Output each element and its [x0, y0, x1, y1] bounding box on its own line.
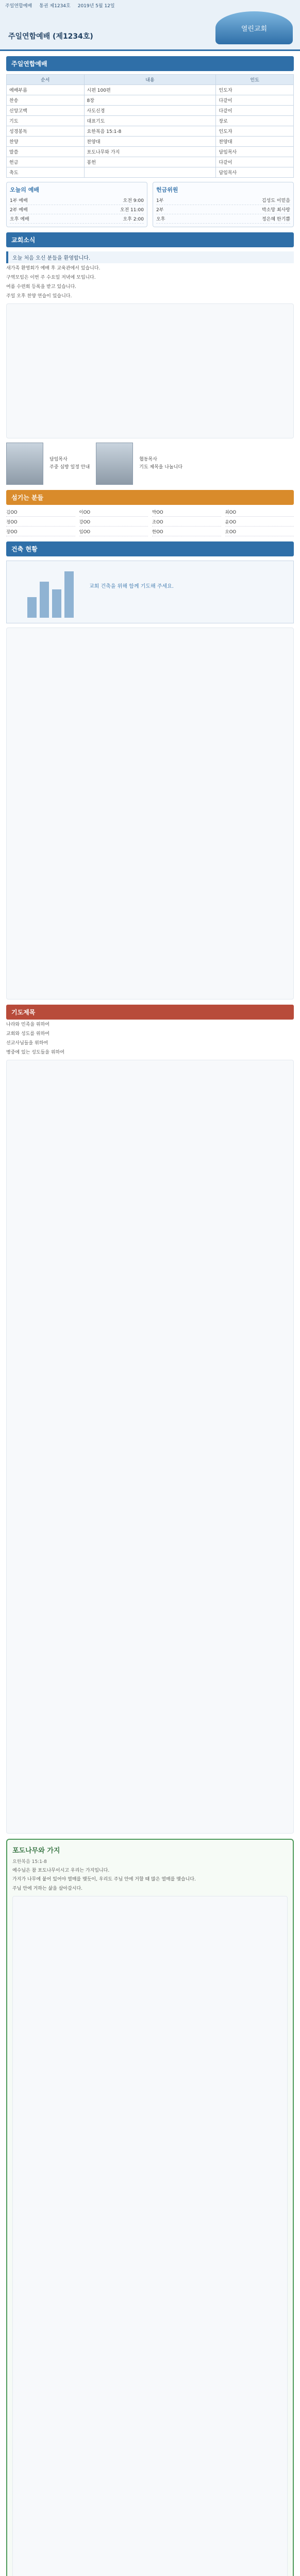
- header-item: 통권 제1234호: [39, 3, 71, 9]
- table-cell: 기도: [7, 116, 85, 126]
- table-cell: 봉헌: [84, 157, 216, 167]
- table-cell: 말씀: [7, 147, 85, 157]
- associate-pastor-label: [139, 456, 182, 471]
- table-cell: 성경봉독: [7, 126, 85, 137]
- table-row: [7, 157, 294, 167]
- list-item: [156, 214, 290, 224]
- header-item: 주일연합예배: [5, 3, 32, 9]
- table-cell: 요한복음 15:1-8: [84, 126, 216, 137]
- table-row: [7, 137, 294, 147]
- schedule-boxes: [6, 182, 294, 227]
- staff-name: 최OO: [225, 508, 294, 517]
- staff-name: 장OO: [6, 528, 75, 536]
- table-cell: [84, 167, 216, 178]
- list-item: [10, 205, 144, 214]
- photo-caption: 협동목사: [139, 457, 157, 463]
- list-item: 구역모임은 이번 주 수요일 저녁에 모입니다.: [6, 275, 96, 280]
- news-intro: 오늘 처음 오신 분들을 환영합니다.: [6, 251, 294, 263]
- item-value: 김성도 이믿음: [261, 198, 290, 204]
- sermon-paragraph: 가지가 나무에 붙어 있어야 열매를 맺듯이, 우리도 주님 안에 거할 때 많은 열매를 맺습니다.: [12, 1877, 196, 1883]
- pastor-photos: [6, 443, 294, 485]
- building-section: [6, 541, 294, 999]
- table-row: [7, 147, 294, 157]
- sermon-text: [12, 1868, 288, 1893]
- prayer-list: [6, 1022, 294, 1057]
- staff-name: 이OO: [79, 508, 148, 517]
- staff-name: 정OO: [6, 518, 75, 527]
- worship-section-title: 주일연합예배: [6, 56, 294, 71]
- list-item: 교회와 성도를 위하여: [6, 1031, 49, 1037]
- sermon-box: [6, 1839, 294, 2576]
- building-shape: [52, 589, 61, 618]
- table-cell: 헌금: [7, 157, 85, 167]
- table-cell: 대표기도: [84, 116, 216, 126]
- staff-name: 윤OO: [225, 518, 294, 527]
- pastor-photo: [6, 443, 43, 485]
- news-list: [6, 265, 294, 300]
- building-shape: [40, 582, 49, 618]
- sermon-text-block: [12, 1896, 288, 2576]
- church-logo: 열린교회: [215, 11, 293, 44]
- offering-team-box: [153, 182, 294, 227]
- table-cell: 축도: [7, 167, 85, 178]
- associate-pastor-photo: [96, 443, 133, 485]
- staff-name: 조OO: [152, 518, 221, 527]
- table-cell: 신앙고백: [7, 106, 85, 116]
- table-cell: 인도자: [216, 85, 294, 95]
- staff-name: 한OO: [152, 528, 221, 536]
- column-header: 인도: [216, 75, 294, 85]
- table-cell: 8장: [84, 95, 216, 106]
- building-caption: 교회 건축을 위해 함께 기도해 주세요.: [89, 583, 174, 589]
- list-item: [156, 205, 290, 214]
- sermon-section: [6, 1839, 294, 2576]
- item-value: 오전 11:00: [120, 208, 144, 213]
- staff-section: [6, 490, 294, 536]
- list-item: 나라와 민족을 위하여: [6, 1022, 49, 1027]
- building-shape: [27, 597, 37, 618]
- list-item: 병중에 있는 성도들을 위하여: [6, 1049, 64, 1055]
- staff-name: 김OO: [6, 508, 75, 517]
- staff-name: 오OO: [225, 528, 294, 536]
- item-label: 오후: [156, 217, 165, 222]
- table-cell: 인도자: [216, 126, 294, 137]
- prayer-section-title: 기도제목: [6, 1005, 294, 1020]
- building-diagram: [6, 561, 294, 623]
- column-header: 내용: [84, 75, 216, 85]
- table-cell: 담임목사: [216, 167, 294, 178]
- box-title: 헌금위원: [156, 187, 178, 193]
- table-cell: 다같이: [216, 95, 294, 106]
- column-header: 순서: [7, 75, 85, 85]
- list-item: [10, 196, 144, 205]
- staff-grid: [6, 508, 294, 536]
- sermon-paragraph: 예수님은 참 포도나무이시고 우리는 가지입니다.: [12, 1868, 110, 1873]
- list-item: 여름 수련회 등록을 받고 있습니다.: [6, 284, 77, 290]
- worship-order-table: [6, 74, 294, 178]
- photo-caption-line: 기도 제목을 나눕니다: [139, 464, 183, 470]
- staff-name: 강OO: [79, 518, 148, 527]
- table-row: [7, 126, 294, 137]
- table-cell: 시편 100편: [84, 85, 216, 95]
- table-row: [7, 116, 294, 126]
- item-label: 1부: [156, 198, 164, 204]
- item-label: 2부: [156, 208, 164, 213]
- building-text-block: [6, 628, 294, 999]
- news-section: [6, 232, 294, 485]
- table-cell: 찬송: [7, 95, 85, 106]
- list-item: [156, 196, 290, 205]
- table-row: [7, 85, 294, 95]
- header-top-row: [0, 0, 300, 10]
- bulletin-header: [0, 0, 300, 51]
- pastor-label: [49, 456, 90, 471]
- table-cell: 찬양대: [216, 137, 294, 147]
- prayer-text-block: [6, 1060, 294, 1834]
- table-cell: 장로: [216, 116, 294, 126]
- staff-section-title: 섬기는 분들: [6, 490, 294, 505]
- worship-section: [6, 56, 294, 227]
- list-item: 주일 오후 찬양 연습이 있습니다.: [6, 293, 72, 299]
- table-row: [7, 95, 294, 106]
- news-section-title: 교회소식: [6, 232, 294, 247]
- table-row: [7, 106, 294, 116]
- sermon-paragraph: 주님 안에 거하는 삶을 살아갑시다.: [12, 1886, 83, 1892]
- table-cell: 찬양대: [84, 137, 216, 147]
- sermon-title: 포도나무와 가지: [12, 1846, 60, 1855]
- table-cell: 담임목사: [216, 147, 294, 157]
- header-item: 2019년 5월 12일: [77, 3, 115, 9]
- table-row: [7, 167, 294, 178]
- item-value: 정은혜 한기쁨: [261, 217, 290, 222]
- table-cell: 다같이: [216, 106, 294, 116]
- photo-caption-line: 주중 심방 일정 안내: [49, 464, 90, 470]
- building-shape: [64, 571, 74, 618]
- table-cell: 사도신경: [84, 106, 216, 116]
- item-label: 오후 예배: [10, 217, 29, 222]
- table-header-row: [7, 75, 294, 85]
- prayer-section: [6, 1005, 294, 1834]
- building-section-title: 건축 현황: [6, 541, 294, 556]
- item-value: 오전 9:00: [123, 198, 144, 204]
- item-value: 박소망 최사랑: [261, 208, 290, 213]
- staff-name: 임OO: [79, 528, 148, 536]
- news-text-block: [6, 303, 294, 438]
- staff-name: 박OO: [152, 508, 221, 517]
- box-title: 오늘의 예배: [10, 187, 39, 193]
- bulletin-title: 주일연합예배 (제1234호): [8, 32, 93, 41]
- list-item: [10, 214, 144, 224]
- photo-caption: 담임목사: [49, 457, 68, 463]
- list-item: 새가족 환영회가 예배 후 교육관에서 있습니다.: [6, 266, 101, 271]
- worship-times-box: [6, 182, 147, 227]
- table-cell: 다같이: [216, 157, 294, 167]
- sermon-reference: 요한복음 15:1-8: [12, 1859, 47, 1865]
- list-item: 선교사님들을 위하여: [6, 1040, 48, 1046]
- item-label: 1부 예배: [10, 198, 28, 204]
- item-value: 오후 2:00: [123, 217, 144, 222]
- table-cell: 예배부름: [7, 85, 85, 95]
- table-cell: 포도나무와 가지: [84, 147, 216, 157]
- table-cell: 찬양: [7, 137, 85, 147]
- item-label: 2부 예배: [10, 208, 28, 213]
